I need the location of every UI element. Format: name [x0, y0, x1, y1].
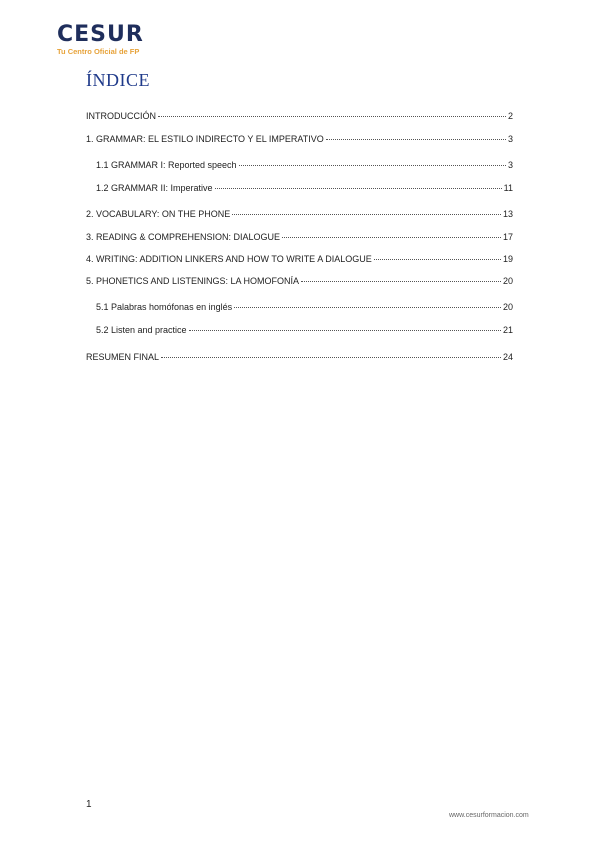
toc-entry-page: 3 [507, 134, 513, 144]
toc-entry-phonetics[interactable] [86, 275, 513, 287]
toc-entry-label: 1.1 GRAMMAR I: Reported speech [96, 160, 237, 170]
toc-entry-label: 5.2 Listen and practice [96, 325, 187, 335]
toc-leader-dots [234, 307, 501, 308]
toc-entry-label: 3. READING & COMPREHENSION: DIALOGUE [86, 232, 281, 242]
toc-leader-dots [232, 214, 501, 215]
toc-leader-dots [282, 237, 501, 238]
toc-entry-imperative[interactable] [96, 182, 513, 194]
toc-entry-label: RESUMEN FINAL [86, 352, 160, 362]
toc-entry-reading[interactable] [86, 231, 513, 243]
toc-leader-dots [189, 330, 501, 331]
toc-entry-grammar[interactable] [86, 133, 513, 145]
toc-leader-dots [161, 357, 501, 358]
toc-entry-page: 13 [502, 209, 513, 219]
page-title: ÍNDICE [86, 70, 150, 90]
toc-entry-label: 2. VOCABULARY: ON THE PHONE [86, 209, 231, 219]
toc-leader-dots [158, 116, 506, 117]
toc-entry-label: 5.1 Palabras homófonas en inglés [96, 302, 233, 312]
toc-entry-page: 24 [502, 352, 513, 362]
toc-entry-label: INTRODUCCIÓN [86, 111, 156, 121]
toc-entry-introduccion[interactable] [86, 110, 513, 122]
toc-leader-dots [215, 188, 502, 189]
logo-wordmark: CESUR [57, 22, 144, 47]
toc-entry-page: 21 [502, 325, 513, 335]
toc-entry-homophones[interactable] [96, 301, 513, 313]
toc-entry-label: 5. PHONETICS AND LISTENINGS: LA HOMOFONÍA [86, 276, 300, 286]
cesur-logo [57, 24, 177, 57]
toc-entry-label: 4. WRITING: ADDITION LINKERS AND HOW TO WRITE A DIALOGUE [86, 254, 372, 264]
toc-entry-page: 20 [502, 302, 513, 312]
toc-leader-dots [374, 259, 501, 260]
toc-entry-page: 20 [502, 276, 513, 286]
toc-entry-page: 19 [502, 254, 513, 264]
toc-entry-page: 17 [502, 232, 513, 242]
toc-leader-dots [239, 165, 506, 166]
toc-entry-label: 1. GRAMMAR: EL ESTILO INDIRECTO Y EL IMPERATIVO [86, 134, 324, 144]
page-number: 1 [86, 799, 92, 810]
website-url: www.cesurformacion.com [449, 812, 529, 819]
toc-entry-listen-practice[interactable] [96, 324, 513, 336]
toc-leader-dots [301, 281, 501, 282]
toc-entry-label: 1.2 GRAMMAR II: Imperative [96, 183, 213, 193]
toc-entry-page: 2 [507, 111, 513, 121]
toc-entry-resumen-final[interactable] [86, 351, 513, 363]
toc-entry-page: 3 [507, 160, 513, 170]
toc-entry-writing[interactable] [86, 253, 513, 265]
toc-entry-vocabulary[interactable] [86, 208, 513, 220]
toc-entry-reported-speech[interactable] [96, 159, 513, 171]
logo-tagline: Tu Centro Oficial de FP [57, 47, 140, 56]
toc-entry-page: 11 [503, 183, 513, 193]
toc-leader-dots [326, 139, 506, 140]
